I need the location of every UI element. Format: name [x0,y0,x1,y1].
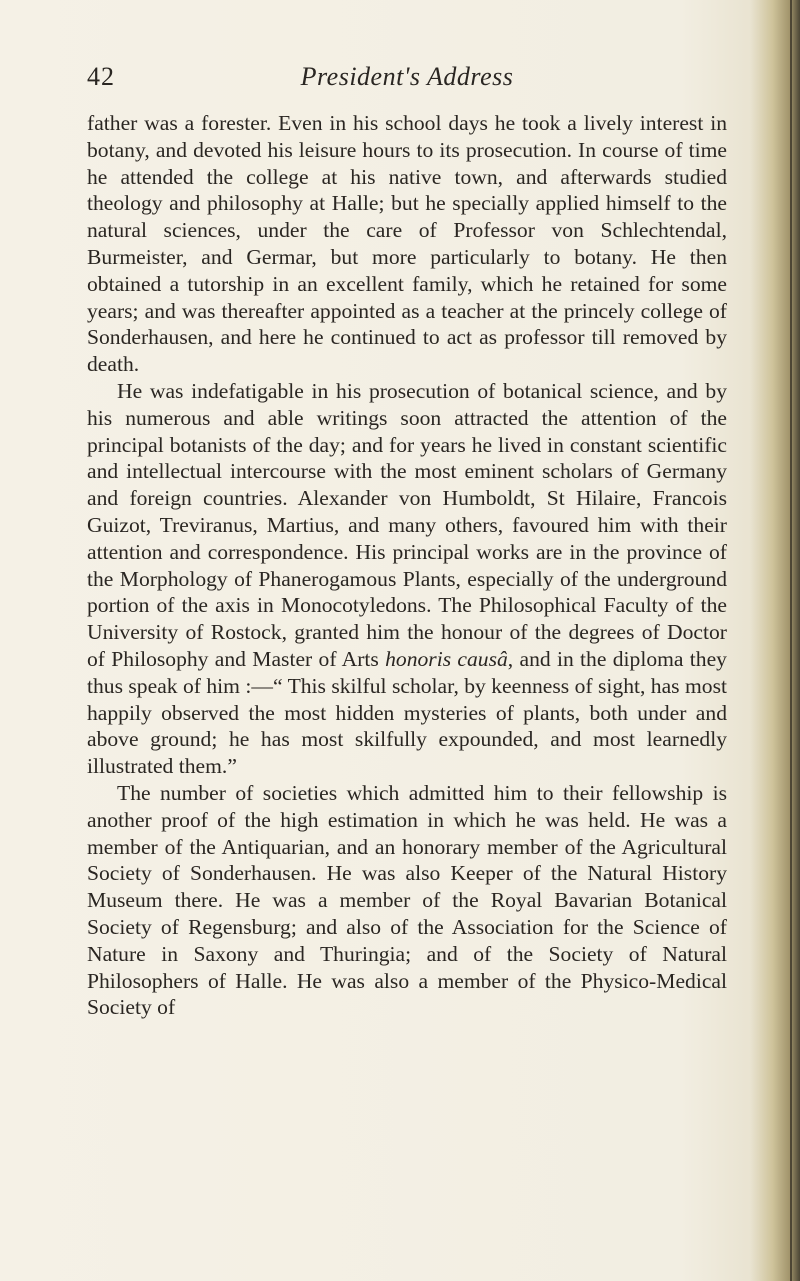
binding-edge-line [790,0,792,1281]
paragraph-3: The number of societies which admitted him to their fellowship is another proof of the high estimation in which he was held. He was a member of the Antiquarian, and an honorary member of the Agricultural Society of Sonderhausen. He was also Keeper of the Natural History Museum there. He was a member of the Royal Bavarian Botanical Society of Regensburg; and also of the Association for the Science of Nature in Saxony and Thuringia; and of the Society of Natural Philosophers of Halle. He was also a member of the Physico-Medical Society of [87,780,727,1020]
paragraph-2-text-before: He was indefatigable in his prosecution of botanical science, and by his numerous and able writings soon attracted the attention of the principal botanists of the day; and for years he lived in constant scientific and intellectual intercourse with the most eminent scholars of Germany and foreign countries. Alexander von Humboldt, St Hilaire, Francois Guizot, Treviranus, Martius, and many others, favoured him with their attention and correspondence. His principal works are in the province of the Morphology of Phanerogamous Plants, especially of the underground portion of the axis in Monocotyledons. The Philosophical Faculty of the University of Rostock, granted him the honour of the degrees of Doctor of Philosophy and Master of Arts [87,378,727,671]
body-text [87,110,727,1021]
page-number: 42 [87,62,115,91]
page-edge-shadow [750,0,800,1281]
running-title: President's Address [300,62,514,91]
page-header [87,62,727,96]
paragraph-2-italic-phrase: honoris causâ [385,646,508,671]
paragraph-2 [87,378,727,780]
paragraph-2-text-after: , and in the diploma they thus speak of him :—“ This skilful scholar, by keenness of sight, has most happily observed the most hidden mysteries of plants, both under and above ground; he has most skilfully expounded, and most learnedly illustrated them.” [87,646,727,779]
paragraph-1: father was a forester. Even in his school days he took a lively interest in botany, and devoted his leisure hours to its prosecution. In course of time he attended the college at his native town, and afterwards studied theology and philosophy at Halle; but he specially applied himself to the natural sciences, under the care of Professor von Schlechtendal, Burmeister, and Germar, but more particularly to botany. He then obtained a tutorship in an excellent family, which he retained for some years; and was thereafter appointed as a teacher at the princely college of Sonderhausen, and here he continued to act as professor till removed by death. [87,111,727,377]
